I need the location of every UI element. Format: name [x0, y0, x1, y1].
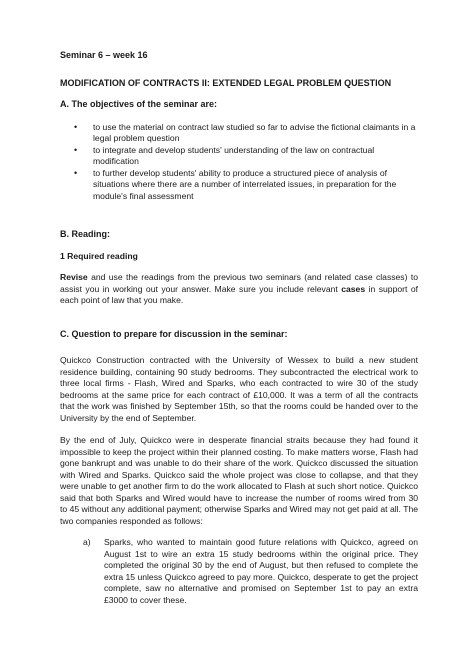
section-b-heading: B. Reading: [60, 229, 111, 239]
objectives-list [60, 122, 418, 203]
reading-subheading: 1 Required reading [60, 250, 138, 261]
reading-text-1: and use the readings from the previous two seminars (and related case classes) to assist you in working out your answer. Make sure you include relevant [60, 272, 418, 294]
objective-text: to further develop students' ability to produce a structured piece of analysis of situations where there are a number of interrelated issues, in preparation for the module's final assessment [93, 167, 397, 201]
list-item [74, 167, 418, 203]
response-text: Sparks, who wanted to maintain good future relations with Quickco, agreed on August 1st to wire an extra 15 study bedrooms within the original price. They completed the original 30 by the end of August, but then refused to complete the extra 15 unless Quickco agreed to pay more. Quickco, desperate to get the project complete, saw no alternative and promised on September 1st to pay an extra £3000 to cover these. [104, 537, 418, 605]
reading-paragraph [60, 272, 418, 307]
list-item [60, 537, 418, 606]
question-paragraph: By the end of July, Quickco were in desperate financial straits because they had found it impossible to keep the project within their planned costing. To make matters worse, Flash had gone bankrupt and was unable to do their share of the work. Quickco discussed the situation with Wired and Sparks. Quickco said the whole project was close to collapse, and that they were unable to get another firm to do the work allocated to Flash at such short notice. Quickco said that both Sparks and Wired would have to increase the number of rooms wired from 30 to 45 without any additional payment; otherwise Sparks and Wired may not get paid at all. The two companies responded as follows: [60, 435, 418, 526]
list-item [74, 121, 418, 145]
document-subtitle: MODIFICATION OF CONTRACTS II: EXTENDED LEGAL PROBLEM QUESTION [60, 77, 392, 88]
emphasis-revise: Revise [60, 272, 88, 282]
reading-text-2: in support of each point of law that you make. [60, 283, 418, 305]
bullet-icon: • [74, 167, 78, 178]
emphasis-cases: cases [341, 283, 366, 294]
document-title: Seminar 6 – week 16 [60, 50, 148, 60]
section-c-heading: C. Question to prepare for discussion in the seminar: [60, 328, 288, 339]
list-item [74, 144, 418, 168]
responses-list [60, 537, 418, 606]
objective-text: to use the material on contract law studied so far to advise the fictional claimants in a legal problem question [93, 121, 416, 143]
list-marker: a) [83, 537, 91, 547]
objective-text: to integrate and develop students' understanding of the law on contractual modification [93, 144, 375, 166]
section-a-heading: A. The objectives of the seminar are: [60, 99, 218, 109]
document-page [60, 50, 418, 606]
bullet-icon: • [74, 144, 78, 155]
bullet-icon: • [74, 121, 78, 132]
question-paragraph: Quickco Construction contracted with the University of Wessex to build a new student residence building, containing 90 study bedrooms. They subcontracted the electrical work to three local firms - Flash, Wired and Sparks, who each contracted to wire 30 of the study bedrooms at the same price for each contract of £10,000. It was a term of all the contracts that the work was finished by September 15th, so that the rooms could be handed over to the University by the end of September. [60, 355, 418, 423]
